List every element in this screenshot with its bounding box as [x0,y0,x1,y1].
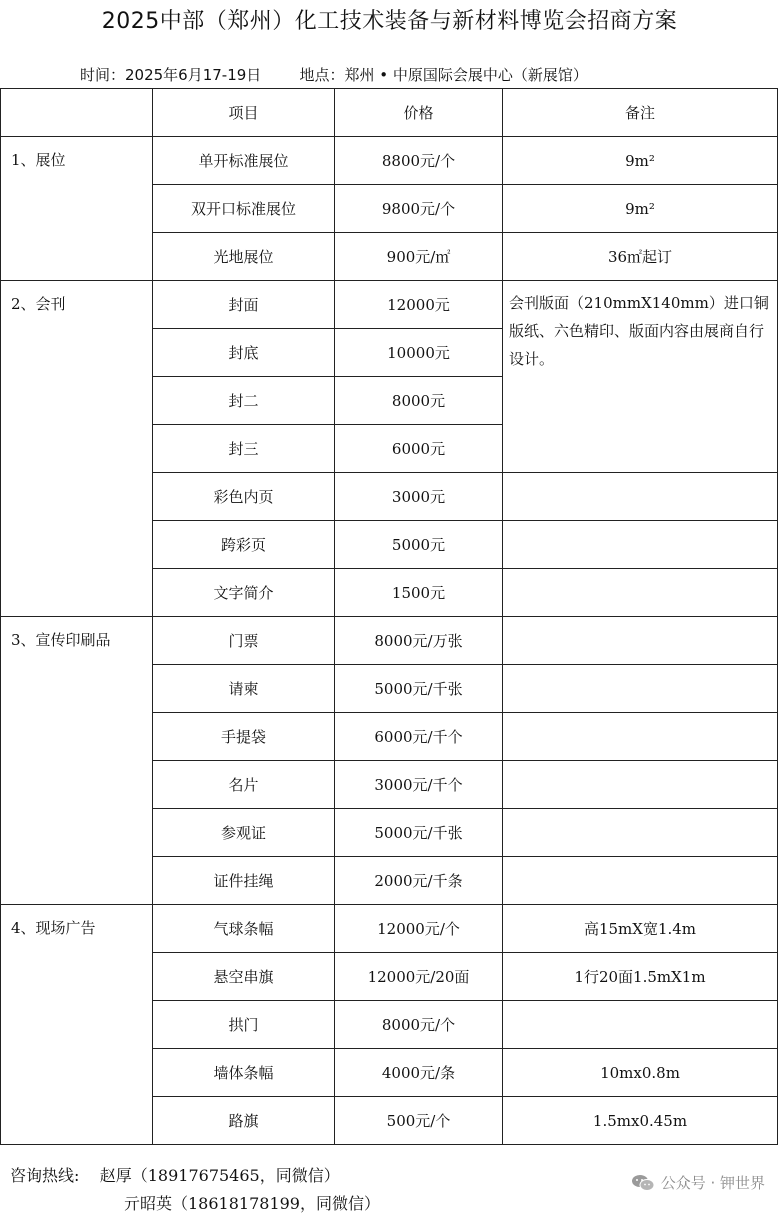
event-time: 时间：2025年6月17-19日 [80,66,262,84]
item-cell: 悬空串旗 [153,953,335,1001]
table-header [1,89,778,137]
item-cell: 手提袋 [153,713,335,761]
price-cell: 12000元/个 [335,905,503,953]
price-cell: 8000元 [335,377,503,425]
price-cell: 1500元 [335,569,503,617]
price-cell: 2000元/千条 [335,857,503,905]
item-cell: 名片 [153,761,335,809]
note-cell: 1.5mx0.45m [503,1097,778,1145]
category-cell: 4、现场广告 [1,905,153,1145]
item-cell: 封面 [153,281,335,329]
note-cell: 高15mX宽1.4m [503,905,778,953]
price-cell: 900元/㎡ [335,233,503,281]
item-cell: 路旗 [153,1097,335,1145]
watermark [631,1172,765,1193]
wechat-icon [631,1174,655,1192]
note-cell: 1行20面1.5mX1m [503,953,778,1001]
price-cell: 9800元/个 [335,185,503,233]
note-cell: 9m² [503,185,778,233]
category-cell: 1、展位 [1,137,153,281]
contact-line-2: 亓昭英（18618178199，同微信） [124,1194,380,1213]
category-cell: 3、宣传印刷品 [1,617,153,905]
item-cell: 文字简介 [153,569,335,617]
table-row [1,905,778,953]
note-cell-merged: 会刊版面（210mmX140mm）进口铜版纸、六色精印、版面内容由展商自行设计。 [503,281,778,473]
table-row [1,281,778,329]
item-cell: 单开标准展位 [153,137,335,185]
item-cell: 封三 [153,425,335,473]
price-cell: 6000元/千个 [335,713,503,761]
item-cell: 证件挂绳 [153,857,335,905]
note-cell [503,713,778,761]
table-row [1,617,778,665]
price-cell: 5000元/千张 [335,665,503,713]
category-cell: 2、会刊 [1,281,153,617]
watermark-text: 公众号 · 钾世界 [660,1174,765,1192]
page-title: 2025中部（郑州）化工技术装备与新材料博览会招商方案 [101,9,678,34]
price-cell: 10000元 [335,329,503,377]
item-cell: 参观证 [153,809,335,857]
header-item: 项目 [153,89,335,137]
note-cell [503,857,778,905]
header-category [1,89,153,137]
price-cell: 3000元/千个 [335,761,503,809]
header-note: 备注 [503,89,778,137]
price-cell: 8800元/个 [335,137,503,185]
item-cell: 封二 [153,377,335,425]
item-cell: 拱门 [153,1001,335,1049]
price-cell: 4000元/条 [335,1049,503,1097]
price-cell: 5000元/千张 [335,809,503,857]
note-cell [503,761,778,809]
price-cell: 8000元/个 [335,1001,503,1049]
contact-line-1: 咨询热线: 赵厚（18917675465，同微信） [10,1166,340,1185]
price-cell: 3000元 [335,473,503,521]
note-cell [503,809,778,857]
item-cell: 彩色内页 [153,473,335,521]
note-cell: 36㎡起订 [503,233,778,281]
note-cell [503,473,778,521]
item-cell: 跨彩页 [153,521,335,569]
item-cell: 请柬 [153,665,335,713]
price-cell: 12000元 [335,281,503,329]
item-cell: 双开口标准展位 [153,185,335,233]
note-cell: 9m² [503,137,778,185]
note-cell [503,665,778,713]
price-cell: 500元/个 [335,1097,503,1145]
note-cell [503,617,778,665]
note-cell [503,569,778,617]
item-cell: 墙体条幅 [153,1049,335,1097]
note-cell: 10mx0.8m [503,1049,778,1097]
price-cell: 5000元 [335,521,503,569]
note-cell [503,521,778,569]
item-cell: 门票 [153,617,335,665]
header-price: 价格 [335,89,503,137]
pricing-table [0,88,778,1145]
price-cell: 12000元/20面 [335,953,503,1001]
event-place: 地点：郑州 • 中原国际会展中心（新展馆） [299,66,588,84]
price-cell: 6000元 [335,425,503,473]
note-cell [503,1001,778,1049]
item-cell: 光地展位 [153,233,335,281]
item-cell: 气球条幅 [153,905,335,953]
item-cell: 封底 [153,329,335,377]
price-cell: 8000元/万张 [335,617,503,665]
event-info [80,64,588,85]
table-row [1,137,778,185]
